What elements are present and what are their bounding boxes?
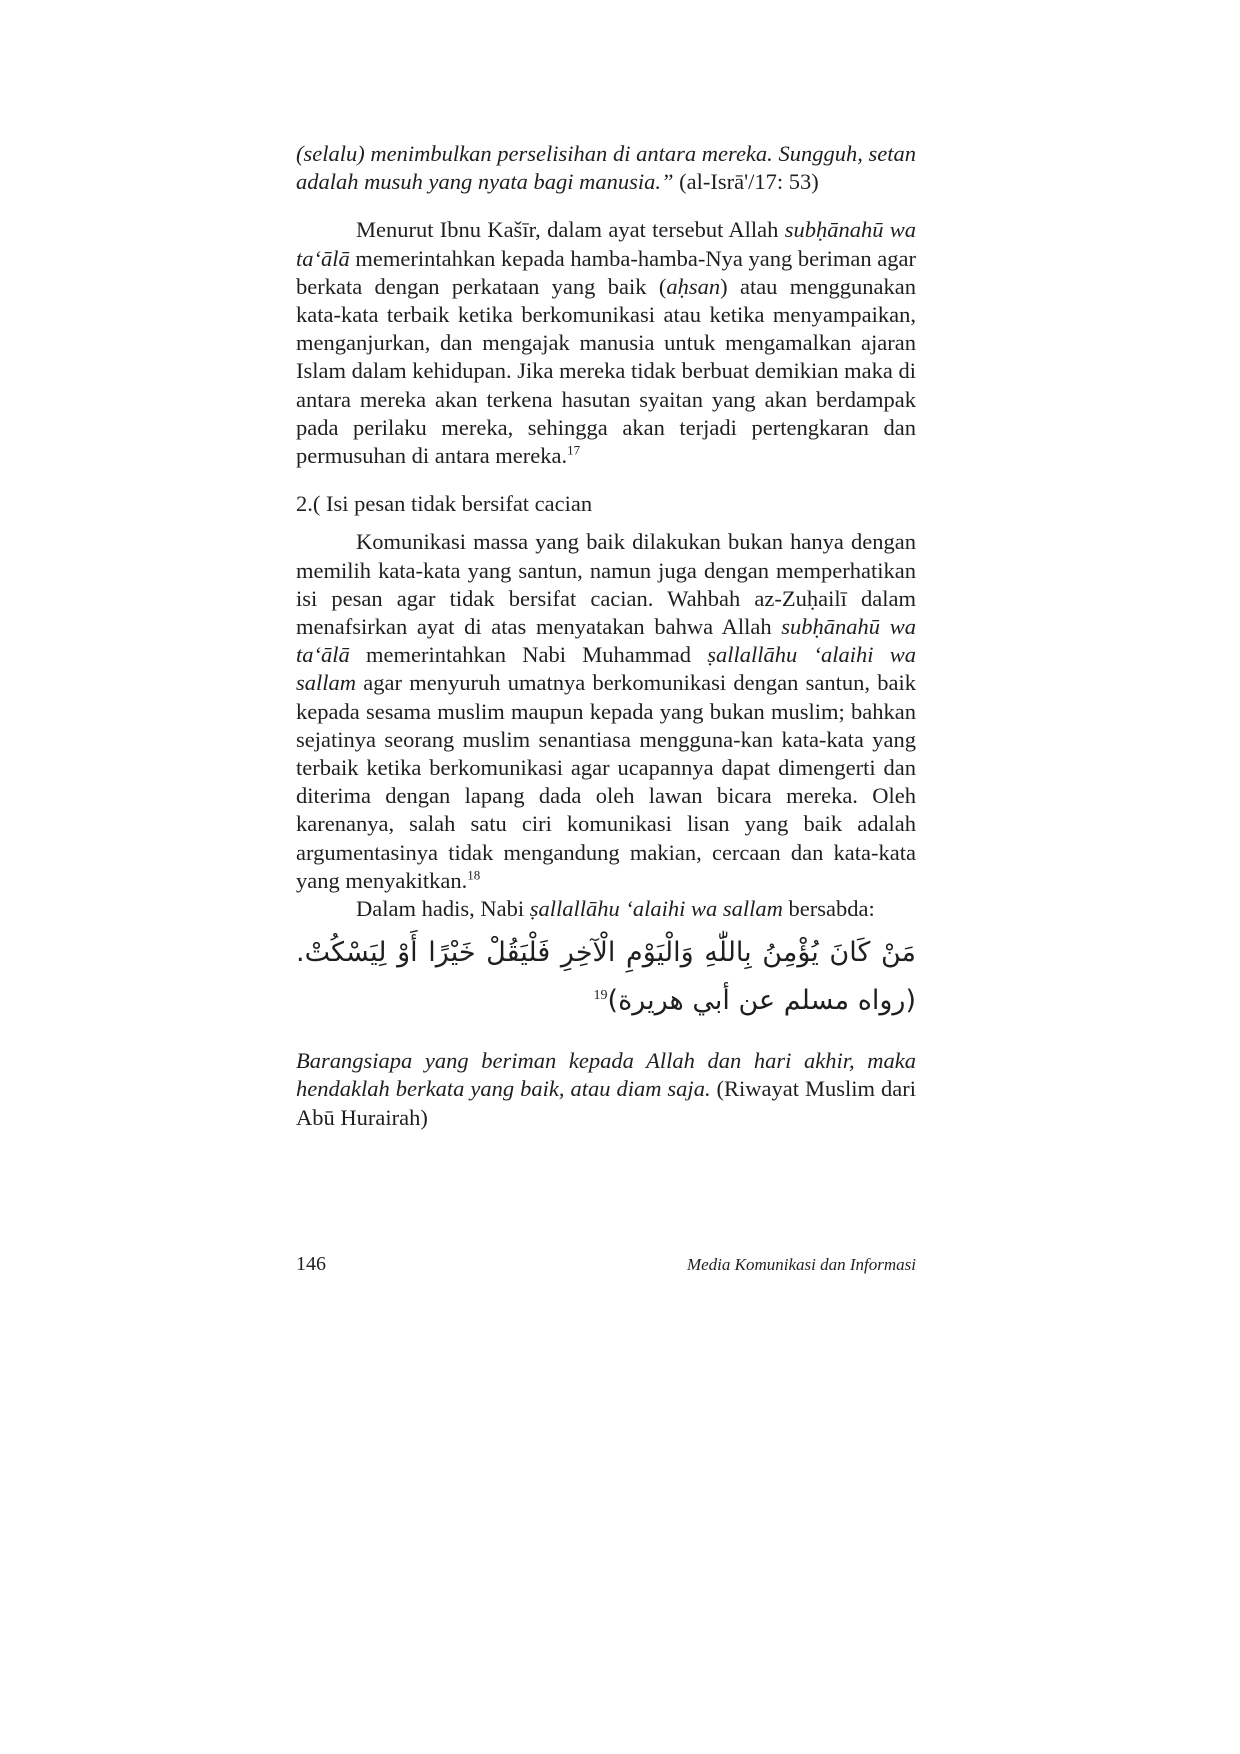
paragraph-italic: ṣallallāhu ‘alaihi wa sallam [296, 642, 917, 696]
paragraph-isi-pesan [296, 528, 916, 895]
hadith-arabic [296, 929, 916, 1025]
paragraph-text: bersabda: [782, 896, 875, 922]
quote-citation: (al-Isrā'/17: 53) [673, 169, 819, 195]
running-title: Media Komunikasi dan Informasi [686, 1255, 916, 1274]
quote-italic-text: (selalu) menimbulkan perselisihan di antara mereka. Sungguh, setan adalah musuh yang nyata bagi manusia.” [296, 141, 916, 195]
hadith-translation [296, 1047, 916, 1132]
paragraph-hadis-intro [296, 895, 916, 923]
hadith-arabic-text: مَنْ كَانَ يُؤْمِنُ بِاللّٰهِ وَالْيَوْمِ الْآخِرِ فَلْيَقُلْ خَيْرًا أَوْ لِيَسْكُتْ. (رواه مسلم عن أبي هريرة) [296, 937, 916, 1017]
footnote-ref-18: 18 [467, 867, 481, 883]
quote-continuation [296, 140, 916, 196]
section-heading: 2.( Isi pesan tidak bersifat cacian [296, 491, 593, 517]
paragraph-italic: subḥānahū wa ta‘ālā [296, 217, 916, 271]
translation-source: (Riwayat Muslim dari Abū Hurairah) [296, 1076, 916, 1130]
paragraph-text: memerintahkan Nabi Muhammad [349, 642, 708, 668]
paragraph-italic: subḥānahū wa ta‘ālā [296, 614, 917, 668]
paragraph-italic: aḥsan [666, 273, 721, 299]
paragraph-text: Menurut Ibnu Kašīr, dalam ayat tersebut Allah [356, 217, 785, 243]
page-number: 146 [296, 1253, 326, 1275]
page-footer [296, 1253, 916, 1276]
paragraph-italic: ṣallallāhu ‘alaihi wa sallam [529, 896, 783, 922]
translation-italic: Barangsiapa yang beriman kepada Allah dan hari akhir, maka hendaklah berkata yang baik, atau diam saja. [296, 1048, 916, 1102]
paragraph-text: ) atau menggunakan kata-kata terbaik ketika berkomunikasi atau ketika menyampaikan, menganjurkan, dan mengajak manusia untuk mengamalkan ajaran Islam dalam kehidupan. Jika mereka tidak berbuat demikian maka di antara mereka akan terkena hasutan syaitan yang akan berdampak pada perilaku mereka, sehingga akan terjadi pertengkaran dan permusuhan di antara mereka. [296, 273, 916, 469]
paragraph-text: Komunikasi massa yang baik dilakukan bukan hanya dengan memilih kata-kata yang santun, namun juga dengan memperhatikan isi pesan agar tidak bersifat cacian. Wahbah az-Zuḥailī dalam menafsirkan ayat di atas menyatakan bahwa Allah [296, 529, 916, 640]
paragraph-ibnu-kasir [296, 216, 916, 470]
footnote-ref-19: 19 [593, 988, 608, 1004]
footnote-ref-17: 17 [567, 442, 581, 458]
paragraph-text: agar menyuruh umatnya berkomunikasi dengan santun, baik kepada sesama muslim maupun kepada yang bukan muslim; bahkan sejatinya seorang muslim senantiasa mengguna-kan kata-kata yang terbaik ketika berkomunikasi agar ucapannya dapat dimengerti dan diterima dengan lapang dada oleh lawan bicara mereka. Oleh karenanya, salah satu ciri komunikasi lisan yang baik adalah argumentasinya tidak mengandung makian, cercaan dan kata-kata yang menyakitkan. [296, 670, 916, 893]
paragraph-text: memerintahkan kepada hamba-hamba-Nya yang beriman agar berkata dengan perkataan yang baik ( [296, 245, 916, 299]
paragraph-text: Dalam hadis, Nabi [356, 896, 530, 922]
page-body [296, 140, 916, 1132]
